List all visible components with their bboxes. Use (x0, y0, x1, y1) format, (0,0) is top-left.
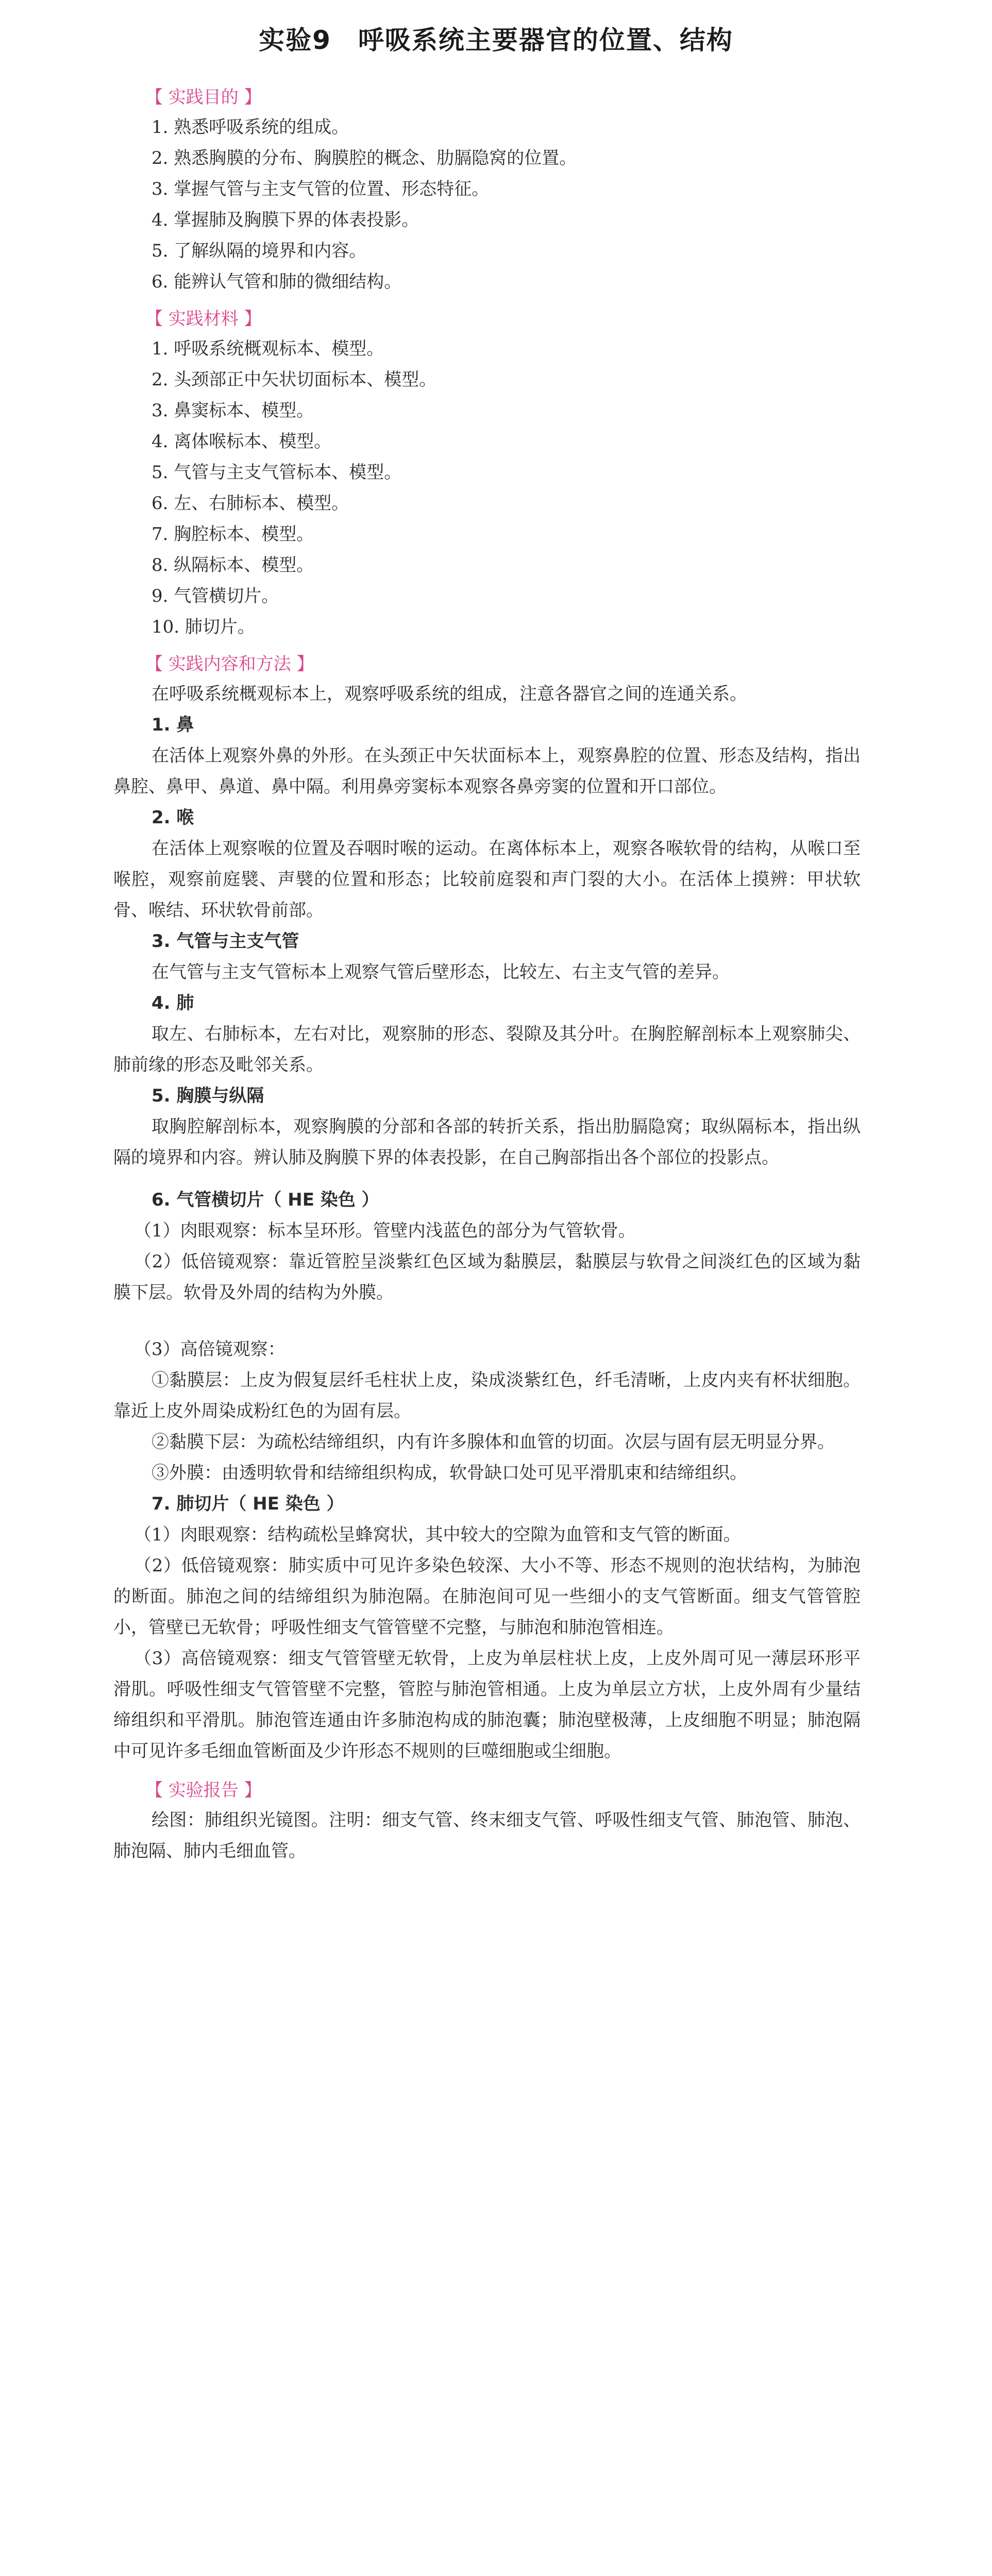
materials-list (113, 333, 861, 642)
subheading-pleura: 5. 胸膜与纵隔 (152, 1086, 264, 1106)
section-heading-report: 【 实验报告 】 (145, 1780, 262, 1801)
list-item: 7. 胸腔标本、模型。 (152, 524, 314, 545)
list-item: 5. 气管与主支气管标本、模型。 (152, 462, 402, 483)
list-item: 3. 掌握气管与主支气管的位置、形态特征。 (152, 179, 490, 199)
subheading-larynx: 2. 喉 (152, 807, 194, 828)
paragraph-lung-slide-3: （3）高倍镜观察：细支气管管壁无软骨，上皮为单层柱状上皮，上皮外周可见一薄层环形平滑肌。呼吸性细支气管管壁不完整，管腔与肺泡管相通。上皮为单层立方状，上皮外周有少量结缔组织和平滑肌。肺泡管连通由许多肺泡构成的肺泡囊；肺泡壁极薄，上皮细胞不明显；肺泡隔中可见许多毛细血管断面及少许形态不规则的巨噬细胞或尘细胞。 (113, 1648, 861, 1761)
list-item: 1. 熟悉呼吸系统的组成。 (152, 117, 349, 138)
paragraph-trachea-slide-1: （1）肉眼观察：标本呈环形。管壁内浅蓝色的部分为气管软骨。 (134, 1221, 636, 1241)
list-item: 4. 掌握肺及胸膜下界的体表投影。 (152, 210, 419, 230)
paragraph-nose: 在活体上观察外鼻的外形。在头颈正中矢状面标本上，观察鼻腔的位置、形态及结构，指出鼻腔、鼻甲、鼻道、鼻中隔。利用鼻旁窦标本观察各鼻旁窦的位置和开口部位。 (113, 745, 861, 797)
paragraph-lung-slide-2: （2）低倍镜观察：肺实质中可见许多染色较深、大小不等、形态不规则的泡状结构，为肺泡的断面。肺泡之间的结缔组织为肺泡隔。在肺泡间可见一些细小的支气管断面。细支气管管腔小，管壁已无软骨；呼吸性细支气管管壁不完整，与肺泡和肺泡管相连。 (113, 1555, 861, 1638)
page-title: 实验9 呼吸系统主要器官的位置、结构 (259, 25, 733, 55)
paragraph-trachea-slide-3c: ③外膜：由透明软骨和结缔组织构成，软骨缺口处可见平滑肌束和结缔组织。 (152, 1463, 747, 1483)
paragraph-lung: 取左、右肺标本，左右对比，观察肺的形态、裂隙及其分叶。在胸腔解剖标本上观察肺尖、肺前缘的形态及毗邻关系。 (113, 1024, 861, 1075)
subheading-lung: 4. 肺 (152, 993, 194, 1013)
methods-intro: 在呼吸系统概观标本上，观察呼吸系统的组成，注意各器官之间的连通关系。 (152, 684, 747, 704)
objectives-list (113, 112, 861, 297)
section-heading-materials: 【 实践材料 】 (145, 309, 262, 329)
paragraph-pleura: 取胸腔解剖标本，观察胸膜的分部和各部的转折关系，指出肋膈隐窝；取纵隔标本，指出纵隔的境界和内容。辨认肺及胸膜下界的体表投影，在自己胸部指出各个部位的投影点。 (113, 1116, 861, 1168)
subheading-trachea: 3. 气管与主支气管 (152, 931, 299, 952)
list-item: 9. 气管横切片。 (152, 586, 279, 606)
list-item: 5. 了解纵隔的境界和内容。 (152, 241, 367, 261)
section-heading-methods: 【 实践内容和方法 】 (145, 654, 314, 674)
paragraph-larynx: 在活体上观察喉的位置及吞咽时喉的运动。在离体标本上，观察各喉软骨的结构，从喉口至喉腔，观察前庭襞、声襞的位置和形态；比较前庭裂和声门裂的大小。在活体上摸辨：甲状软骨、喉结、环状软骨前部。 (113, 838, 861, 921)
list-item: 6. 能辨认气管和肺的微细结构。 (152, 272, 402, 292)
list-item: 3. 鼻窦标本、模型。 (152, 400, 314, 421)
paragraph-trachea-slide-3a: ①黏膜层：上皮为假复层纤毛柱状上皮，染成淡紫红色，纤毛清晰，上皮内夹有杯状细胞。靠近上皮外周染成粉红色的为固有层。 (113, 1370, 861, 1421)
paragraph-trachea-slide-3: （3）高倍镜观察： (134, 1339, 285, 1360)
list-item: 10. 肺切片。 (152, 617, 255, 637)
list-item: 1. 呼吸系统概观标本、模型。 (152, 338, 384, 359)
list-item: 2. 头颈部正中矢状切面标本、模型。 (152, 369, 437, 390)
paragraph-trachea: 在气管与主支气管标本上观察气管后壁形态，比较左、右主支气管的差异。 (152, 962, 730, 982)
section-heading-objectives: 【 实践目的 】 (145, 87, 262, 108)
paragraph-trachea-slide-2: （2）低倍镜观察：靠近管腔呈淡紫红色区域为黏膜层，黏膜层与软骨之间淡红色的区域为黏膜下层。软骨及外周的结构为外膜。 (113, 1251, 861, 1303)
list-item: 2. 熟悉胸膜的分布、胸膜腔的概念、肋膈隐窝的位置。 (152, 148, 577, 168)
subheading-lung-slide: 7. 肺切片（ HE 染色 ） (152, 1494, 344, 1514)
list-item: 8. 纵隔标本、模型。 (152, 555, 314, 575)
document-body (113, 85, 861, 1867)
paragraph-trachea-slide-3b: ②黏膜下层：为疏松结缔组织，内有许多腺体和血管的切面。次层与固有层无明显分界。 (152, 1432, 835, 1452)
subheading-trachea-slide: 6. 气管横切片（ HE 染色 ） (152, 1190, 379, 1210)
list-item: 4. 离体喉标本、模型。 (152, 431, 332, 452)
subheading-nose: 1. 鼻 (152, 715, 194, 735)
paragraph-lung-slide-1: （1）肉眼观察：结构疏松呈蜂窝状，其中较大的空隙为血管和支气管的断面。 (134, 1524, 741, 1545)
paragraph-report: 绘图：肺组织光镜图。注明：细支气管、终末细支气管、呼吸性细支气管、肺泡管、肺泡、肺泡隔、肺内毛细血管。 (113, 1810, 861, 1861)
list-item: 6. 左、右肺标本、模型。 (152, 493, 349, 514)
